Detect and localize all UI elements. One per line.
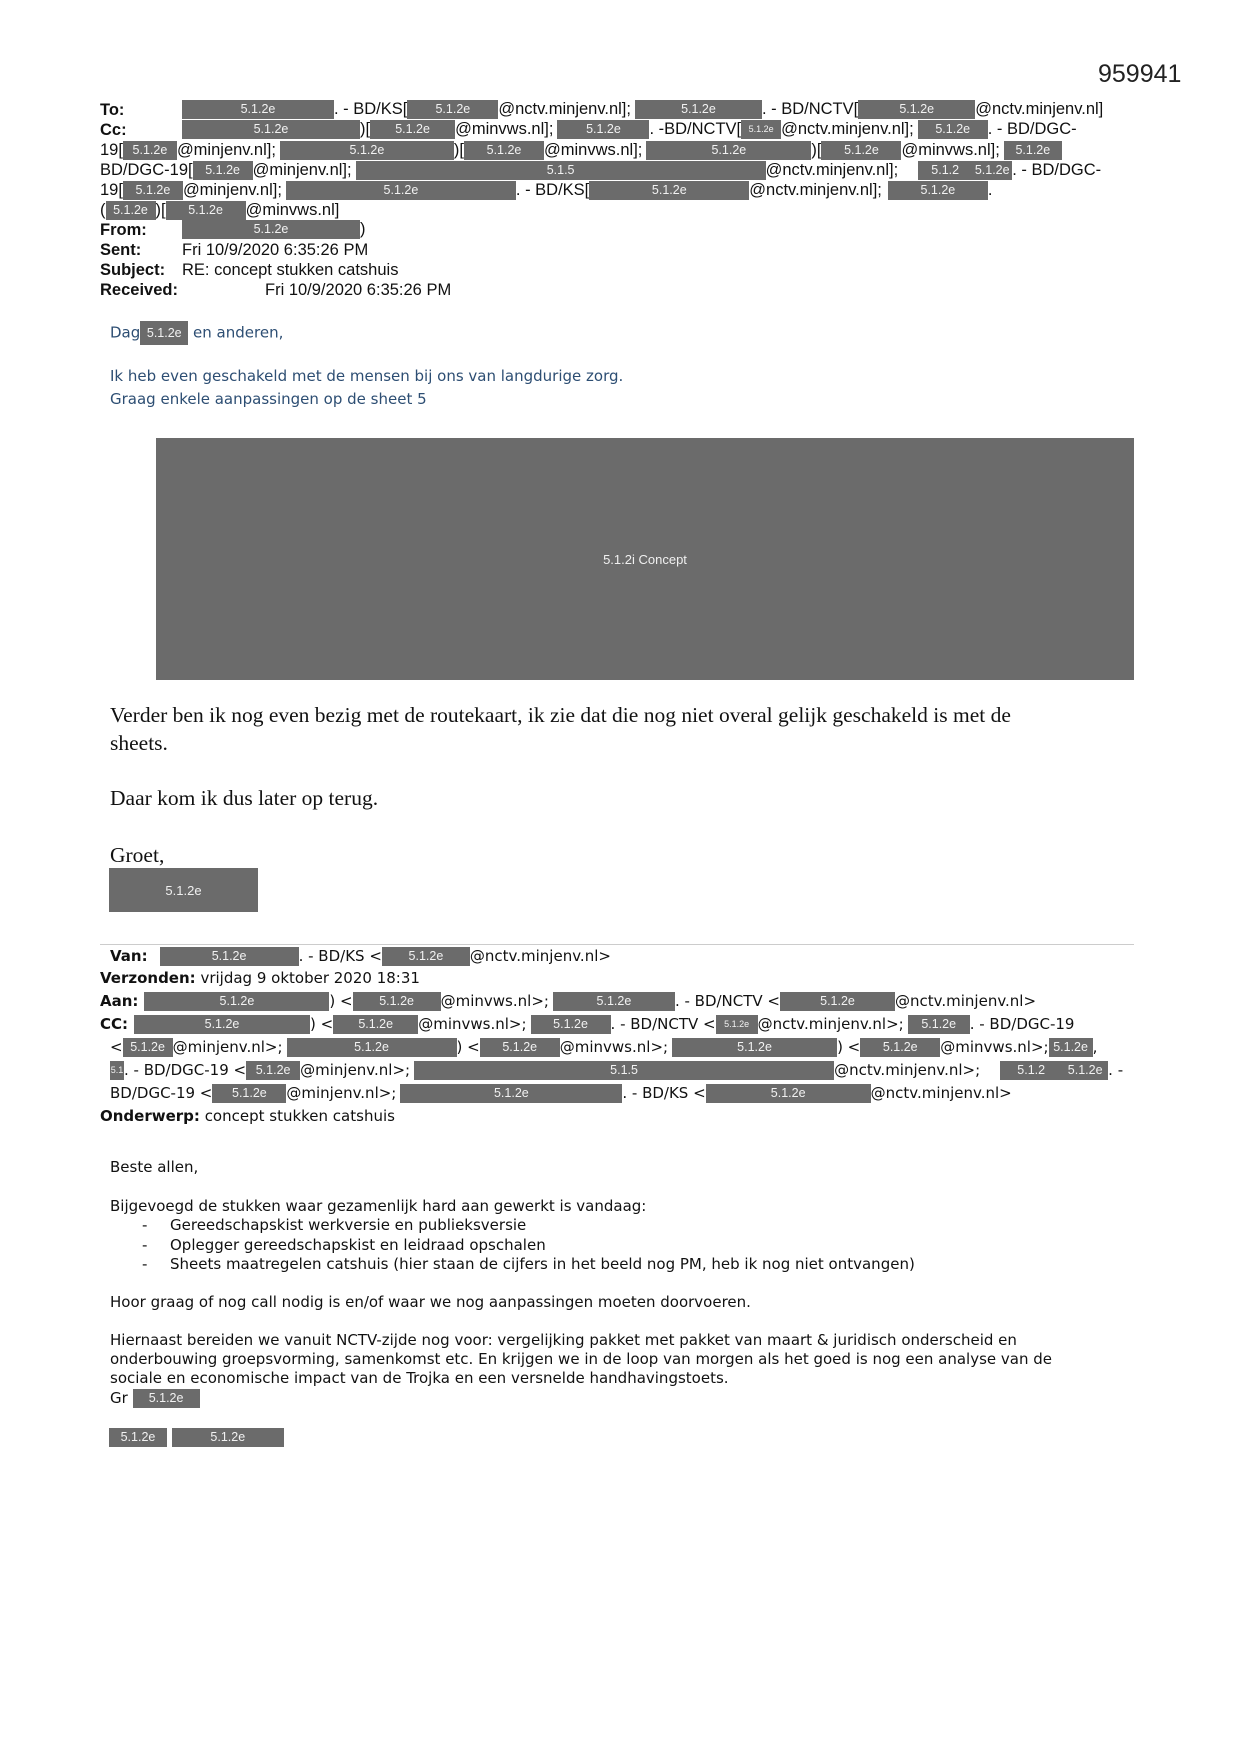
from-value: 5.1.2e ) [182,219,366,239]
message-list [110,1216,915,1275]
reply-paragraph-1a: Verder ben ik nog even bezig met de routekaart, ik zie dat die nog niet overal gelijk geschakeld is met de [110,703,1011,727]
redaction: 5.1.2e [193,161,253,180]
cc-label: Cc: [100,121,127,139]
redaction: 5.1.2e [123,1038,173,1057]
cc-line-4: BD/DGC-19 < 5.1.2e @minjenv.nl>; 5.1.2e . - BD/KS < 5.1.2e @nctv.minjenv.nl> [110,1084,1012,1102]
redaction: 5.1.2e [370,120,455,139]
redaction: 5.1.2e [172,1428,284,1447]
document-number: 959941 [1098,60,1182,88]
redaction: 5.1.2e [280,141,454,160]
cc-recipients-4: 19[ 5.1.2e @minjenv.nl]; 5.1.2e . - BD/KS[ 5.1.2e @nctv.minjenv.nl]; 5.1.2e . [100,181,993,199]
redaction: 5.1.2e [464,141,544,160]
redaction: 5.1.2e [333,1015,418,1034]
cc-recipients-2: 19[ 5.1.2e @minjenv.nl]; 5.1.2e )[ 5.1.2e @minvws.nl]; 5.1.2e )[ 5.1.2e @minvws.nl]; 5.1.2e [100,140,1062,160]
reply-line-1: Ik heb even geschakeld met de mensen bij ons van langdurige zorg. [110,367,624,385]
reply-paragraph-2: Daar kom ik dus later op terug. [110,786,379,810]
redaction: 5.1.2 [918,161,972,180]
redaction: 5.1.2e [353,992,441,1011]
subject-label: Subject: [100,261,166,279]
reply-closing: Groet, [110,843,165,867]
redaction: 5.1.2e [182,120,360,139]
redaction: 5.1.2 [1000,1061,1062,1080]
redaction: 5.1.2e [860,1038,940,1057]
reply-paragraph-1b: sheets. [110,731,168,755]
onderwerp-line: Onderwerp: concept stukken catshuis [100,1107,395,1125]
redaction: 5.1.2e [1062,1061,1108,1080]
redaction: 5.1.2e [918,120,988,139]
cc-line-3: 5.1. - BD/DGC-19 < 5.1.2e @minjenv.nl>; 5.1.5 @nctv.minjenv.nl>; 5.1.2 5.1.2e . - [110,1061,1124,1079]
received-label: Received: [100,281,178,299]
redaction: 5.1.2e [531,1015,611,1034]
redaction: 5.1.2e [123,141,177,160]
redaction: 5.1.2e [140,321,188,345]
message-signature [109,1428,284,1448]
cc-recipients-1: 5.1.2e )[ 5.1.2e @minvws.nl]; 5.1.2e . -BD/NCTV[ 5.1.2e @nctv.minjenv.nl]; 5.1.2e . - BD/DGC- [182,119,1077,139]
redaction: 5.1.2e [182,220,360,239]
redaction: 5.1.2e [672,1038,837,1057]
redaction: 5.1.2e [716,1015,758,1034]
redaction: 5.1.2e [780,992,895,1011]
subject-value: RE: concept stukken catshuis [182,261,399,279]
redaction: 5.1.2e [133,1389,200,1408]
redaction: 5.1 [110,1061,124,1080]
redaction: 5.1.2e [106,201,156,220]
redaction: 5.1.2e [1049,1038,1093,1057]
cc-line-2: < 5.1.2e @minjenv.nl>; 5.1.2e ) < 5.1.2e @minvws.nl>; 5.1.2e ) < 5.1.2e @minvws.nl>; 5.1.2e , [110,1038,1098,1056]
redaction: 5.1.2e [287,1038,457,1057]
van-line: Van: 5.1.2e . - BD/KS < 5.1.2e @nctv.minjenv.nl> [110,947,611,965]
message-paragraph-1: Hoor graag of nog call nodig is en/of waar we nog aanpassingen moeten doorvoeren. [110,1293,751,1311]
redaction: 5.1.2e [123,181,183,200]
received-value: Fri 10/9/2020 6:35:26 PM [265,281,452,299]
list-item: - Sheets maatregelen catshuis (hier staan de cijfers in het beeld nog PM, heb ik nog niet ontvangen) [110,1255,915,1275]
signature-redaction: 5.1.2e [109,868,258,912]
message-paragraph-2-line-3: sociale en economische impact van de Trojka en een versnelde handhavingstoets. [110,1369,729,1387]
to-recipients: 5.1.2e . - BD/KS[ 5.1.2e @nctv.minjenv.nl]; 5.1.2e . - BD/NCTV[ 5.1.2e @nctv.minjenv.nl] [182,99,1103,119]
redaction: 5.1.2e [972,161,1012,180]
redaction: 5.1.2e [400,1084,622,1103]
redaction: 5.1.2e [407,100,498,119]
redaction: 5.1.2e [821,141,901,160]
redaction: 5.1.2e [246,1061,300,1080]
to-label: To: [100,101,125,119]
verzonden-line: Verzonden: vrijdag 9 oktober 2020 18:31 [100,969,420,987]
redaction: 5.1.2e [182,100,334,119]
reply-greeting: Dag 5.1.2e en anderen, [110,321,283,345]
redaction: 5.1.2e [888,181,988,200]
message-paragraph-2-line-2: onderbouwing groepsvorming, samenkomst etc. En krijgen we in de loop van morgen als het goed is nog een analyse van de [110,1350,1052,1368]
redaction: 5.1.2e [382,947,470,966]
cc-recipients-3: BD/DGC-19[ 5.1.2e @minjenv.nl]; 5.1.5 @nctv.minjenv.nl]; 5.1.2 5.1.2e . - BD/DGC- [100,161,1102,179]
redaction: 5.1.2e [557,120,649,139]
list-item: - Oplegger gereedschapskist en leidraad opschalen [110,1236,915,1256]
message-sign-off: Gr 5.1.2e [110,1389,200,1409]
list-item: - Gereedschapskist werkversie en publieksversie [110,1216,915,1236]
redaction: 5.1.2e [134,1015,310,1034]
redaction: 5.1.2e [635,100,762,119]
redacted-concept-image: 5.1.2i Concept [156,438,1134,680]
message-greeting: Beste allen, [110,1158,199,1176]
redaction: 5.1.2e [144,992,329,1011]
cc-line-1: CC: 5.1.2e ) < 5.1.2e @minvws.nl>; 5.1.2e . - BD/NCTV < 5.1.2e @nctv.minjenv.nl>; 5.1.2e . - BD/DGC-19 [100,1015,1075,1033]
redaction: 5.1.2e [646,141,811,160]
redaction: 5.1.5 [414,1061,834,1080]
redaction: 5.1.2e [286,181,516,200]
message-paragraph-2-line-1: Hiernaast bereiden we vanuit NCTV-zijde nog voor: vergelijking pakket met pakket van maart & juridisch onderscheid en [110,1331,1017,1349]
sent-value: Fri 10/9/2020 6:35:26 PM [182,241,369,259]
redaction: 5.1.2e [553,992,675,1011]
redaction: 5.1.2e [908,1015,970,1034]
sent-label: Sent: [100,241,142,259]
redaction: 5.1.2e [166,201,246,220]
redaction: 5.1.2e [706,1084,871,1103]
message-intro: Bijgevoegd de stukken waar gezamenlijk hard aan gewerkt is vandaag: [110,1197,647,1215]
from-label: From: [100,221,147,239]
redaction: 5.1.2e [480,1038,560,1057]
redaction: 5.1.2e [858,100,975,119]
cc-recipients-5: ( 5.1.2e )[ 5.1.2e @minvws.nl] [100,201,340,219]
reply-line-2: Graag enkele aanpassingen op de sheet 5 [110,390,427,408]
redaction: 5.1.5 [356,161,766,180]
redaction: 5.1.2e [160,947,299,966]
redaction: 5.1.2e [589,181,749,200]
redaction: 5.1.2e [741,120,781,139]
redaction: 5.1.2e [109,1428,167,1447]
redaction: 5.1.2e [212,1084,286,1103]
redaction: 5.1.2e [1004,141,1062,160]
aan-line: Aan: 5.1.2e ) < 5.1.2e @minvws.nl>; 5.1.2e . - BD/NCTV < 5.1.2e @nctv.minjenv.nl> [100,992,1037,1010]
